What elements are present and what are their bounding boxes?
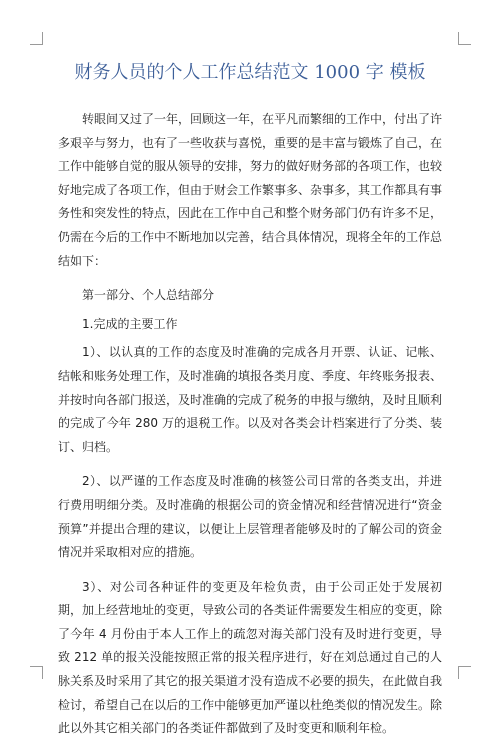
document-title: 财务人员的个人工作总结范文 1000 字 模板 [74, 62, 426, 83]
crop-mark-top-left [30, 32, 43, 45]
work-item-paragraph-1: 1）、以认真的工作的态度及时准确的完成各月开票、认证、记帐、结帐和账务处理工作，及时准确的填报各类月度、季度、年终账务报表、并按时向各部门报送，及时准确的完成了税务的申报与缴纳，及时且顺利的完成了今年 280 万的退税工作。以及对各类会计档案进行了分类、装订、归档。 [58, 345, 443, 454]
document-body [58, 108, 442, 752]
work-item-paragraph-3: 3）、对公司各种证件的变更及年检负责，由于公司正处于发展初期，加上经营地址的变更，导致公司的各类证件需要发生相应的变更，除了今年 4 月份由于本人工作上的疏忽对海关部门没有及时进行变更，导致 212 单的报关没能按照正常的报关程序进行，好在刘总通过自己的人脉关系及时采用了其它的报关渠道才没有造成不必要的损失，在此做自我检讨，希望自己在以后的工作中能够更加严谨以杜绝类似的情况发生。除此以外其它相关部门的各类证件都做到了及时变更和顺利年检。 [58, 579, 443, 736]
crop-mark-bottom-right [458, 666, 471, 679]
subsection-heading: 1.完成的主要工作 [82, 316, 178, 331]
crop-mark-top-right [458, 32, 471, 45]
work-item-paragraph-2: 2）、以严谨的工作态度及时准确的核签公司日常的各类支出，并进行费用明细分类。及时准确的根据公司的资金情况和经营情况进行“资金预算”并提出合理的建议，以便让上层管理者能够及时的了解公司的资金情况并采取相对应的措施。 [58, 474, 442, 560]
intro-paragraph: 转眼间又过了一年，回顾这一年，在平凡而繁细的工作中，付出了许多艰辛与努力，也有了一些收获与喜悦，重要的是丰富与锻炼了自己，在工作中能够自觉的服从领导的安排，努力的做好财务部的各项工作，也较好地完成了各项工作，但由于财会工作繁事多、杂事多，其工作都具有事务性和突发性的特点，因此在工作中自己和整个财务部门仍有许多不足，仍需在今后的工作中不断地加以完善，结合具体情况，现将全年的工作总结如下： [58, 112, 443, 268]
crop-mark-bottom-left [30, 666, 43, 679]
section-heading: 第一部分、个人总结部分 [82, 288, 215, 303]
